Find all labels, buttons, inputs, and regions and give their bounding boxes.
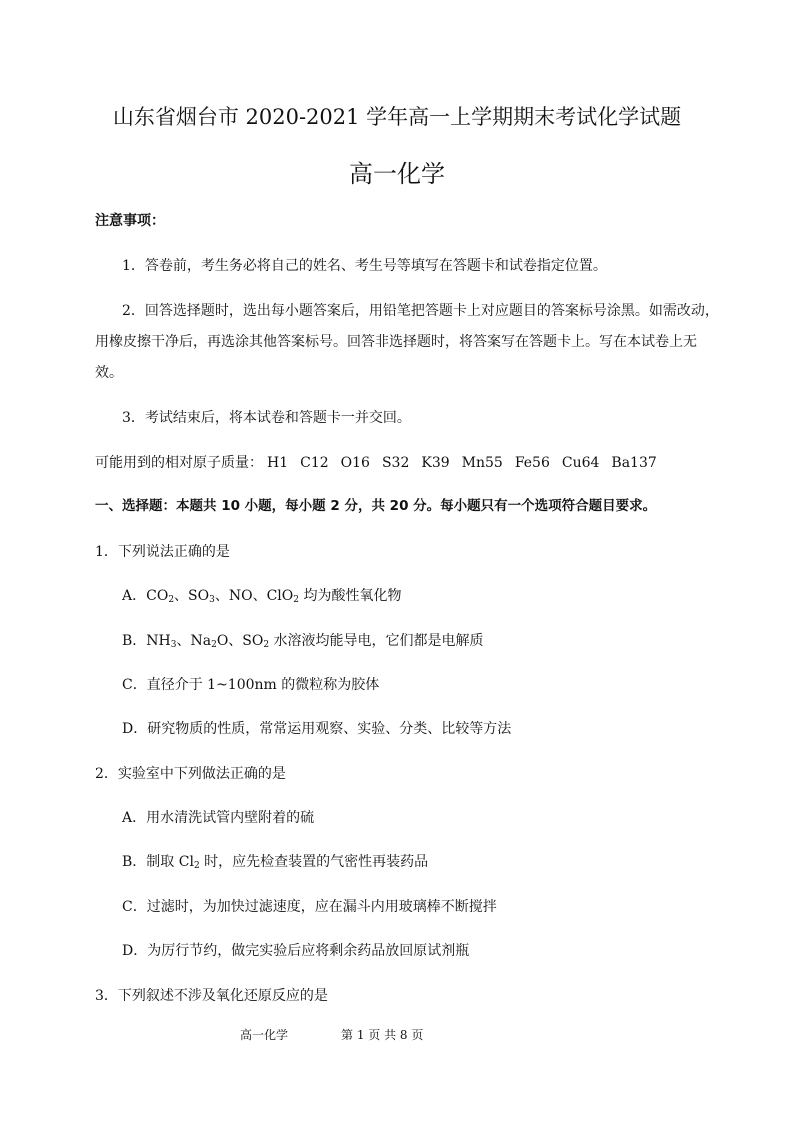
- question-1-option-d: D．研究物质的性质，常常运用观察、实验、分类、比较等方法: [122, 721, 512, 737]
- atomic-masses: [95, 454, 669, 472]
- notice-item-3: 3．考试结束后，将本试卷和答题卡一并交回。: [122, 410, 411, 426]
- atomic-mass-item: H1: [267, 455, 289, 471]
- question-1-option-b: B．$NH_3$、$Na_2O$、$SO_2$ 水溶液均能导电，它们都是电解质: [122, 633, 484, 650]
- notice-item-2-line-2: 用橡皮擦干净后，再选涂其他答案标号。回答非选择题时，将答案写在答题卡上。写在本试卷上无: [95, 334, 697, 350]
- question-1-option-c: C．直径介于 1~100nm 的微粒称为胶体: [122, 677, 380, 693]
- atomic-mass-item: C12: [300, 455, 329, 471]
- atomic-mass-item: Cu64: [561, 455, 600, 471]
- question-2-option-b: B．制取 $Cl_2$ 时，应先检查装置的气密性再装药品: [122, 854, 429, 871]
- footer-page-info: 第 1 页 共 8 页: [341, 1028, 424, 1042]
- question-2-option-d: D．为厉行节约，做完实验后应将剩余药品放回原试剂瓶: [122, 943, 470, 959]
- atomic-mass-item: Mn55: [461, 455, 503, 471]
- question-2-option-a: A．用水清洗试管内壁附着的硫: [122, 810, 315, 826]
- question-1-option-a: A．$CO_2$、$SO_3$、NO、ClO$_2$ 均为酸性氧化物: [122, 588, 402, 605]
- exam-title: 山东省烟台市 2020-2021 学年高一上学期期末考试化学试题: [112, 105, 682, 129]
- notice-item-2-line-3: 效。: [95, 365, 123, 381]
- section-1-heading: 一、选择题：本题共 10 小题，每小题 2 分，共 20 分。每小题只有一个选项符合题目要求。: [95, 498, 657, 514]
- atomic-mass-item: S32: [381, 455, 410, 471]
- footer-subject: 高一化学: [240, 1028, 289, 1042]
- question-2-stem: 2．实验室中下列做法正确的是: [95, 766, 286, 782]
- notice-heading: 注意事项：: [95, 213, 165, 229]
- atomic-masses-label: 可能用到的相对原子质量：: [95, 455, 263, 471]
- atomic-mass-item: K39: [421, 455, 450, 471]
- exam-subtitle: 高一化学: [349, 160, 445, 188]
- notice-item-2-line-1: 2．回答选择题时，选出每小题答案后，用铅笔把答题卡上对应题目的答案标号涂黑。如需改动，: [122, 303, 719, 319]
- atomic-mass-item: O16: [340, 455, 370, 471]
- question-2-option-c: C．过滤时，为加快过滤速度，应在漏斗内用玻璃棒不断搅拌: [122, 899, 497, 915]
- question-3-stem: 3．下列叙述不涉及氧化还原反应的是: [95, 988, 328, 1004]
- question-1-stem: 1．下列说法正确的是: [95, 544, 230, 560]
- notice-item-1: 1．答卷前，考生务必将自己的姓名、考生号等填写在答题卡和试卷指定位置。: [122, 258, 607, 274]
- atomic-mass-item: Fe56: [514, 455, 550, 471]
- atomic-mass-item: Ba137: [611, 455, 657, 471]
